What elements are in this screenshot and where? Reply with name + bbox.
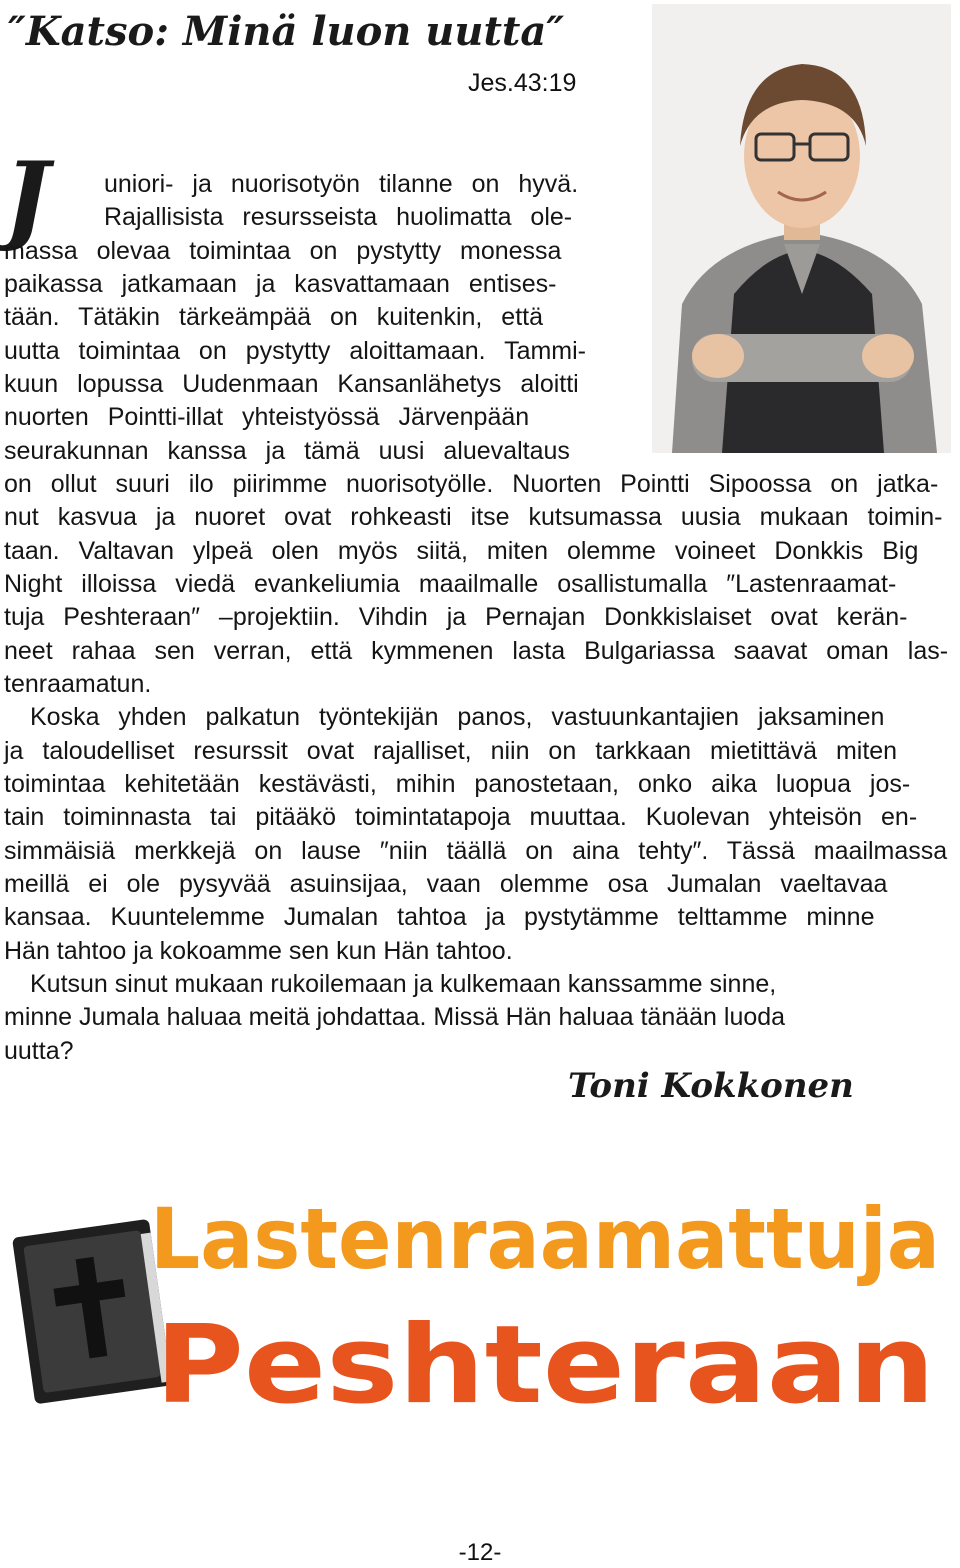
body-line: meillä ei ole pysyvää asuinsijaa, vaan olemme osa Jumalan vaeltavaa (4, 870, 888, 898)
page-number: -12- (458, 1539, 502, 1566)
body-line: massa olevaa toimintaa on pystytty monessa (4, 237, 562, 265)
lastenraamattuja-peshteraan-logo (0, 1180, 960, 1430)
article-title: ″Katso: Minä luon uutta″ (8, 8, 565, 55)
body-line: tain toiminnasta tai pitääkö toimintatapoja muuttaa. Kuolevan yhteisön en- (4, 803, 918, 831)
body-line: tuja Peshteraan″ –projektiin. Vihdin ja Pernajan Donkkislaiset ovat kerän- (4, 603, 908, 631)
body-line: simmäisiä merkkejä on lause ″niin täällä on aina tehty″. Tässä maailmassa (4, 837, 948, 865)
bible-icon (12, 1219, 172, 1405)
logo-line-1: Lastenraamattuja (150, 1190, 940, 1288)
body-line: Night illoissa viedä evankeliumia maailmalle osallistumalla ″Lastenraamat- (4, 570, 897, 598)
body-line: uniori- ja nuorisotyön tilanne on hyvä. (104, 170, 579, 198)
author-portrait (652, 4, 951, 453)
body-line: taan. Valtavan ylpeä olen myös siitä, miten olemme voineet Donkkis Big (4, 537, 919, 565)
body-line: kuun lopussa Uudenmaan Kansanlähetys aloitti (4, 370, 579, 398)
body-line: tään. Tätäkin tärkeämpää on kuitenkin, että (4, 303, 544, 331)
body-line: neet rahaa sen verran, että kymmenen lasta Bulgariassa saavat oman las- (4, 637, 949, 665)
body-line: kansaa. Kuuntelemme Jumalan tahtoa ja pystytämme telttamme minne (4, 903, 875, 931)
body-line: toimintaa kehitetään kestävästi, mihin panostetaan, onko aika luopua jos- (4, 770, 911, 798)
drop-cap: J (4, 141, 50, 254)
body-line: ja taloudelliset resurssit ovat rajalliset, niin on tarkkaan mietittävä miten (4, 737, 898, 765)
body-line: uutta toimintaa on pystytty aloittamaan. Tammi- (4, 337, 586, 365)
body-line: seurakunnan kanssa ja tämä uusi aluevaltaus (4, 437, 570, 465)
body-line: Koska yhden palkatun työntekijän panos, vastuunkantajien jaksaminen (30, 703, 885, 731)
body-line: paikassa jatkamaan ja kasvattamaan entises- (4, 270, 557, 298)
body-line: Hän tahtoo ja kokoamme sen kun Hän tahtoo. (4, 937, 513, 965)
body-line: nuorten Pointti-illat yhteistyössä Järvenpään (4, 403, 530, 431)
body-line: Rajallisista resursseista huolimatta ole- (104, 203, 573, 231)
logo-line-2: Peshteraan (155, 1303, 935, 1428)
body-line: Kutsun sinut mukaan rukoilemaan ja kulkemaan kanssamme sinne, (30, 970, 777, 998)
body-line: nut kasvua ja nuoret ovat rohkeasti itse kutsumassa uusia mukaan toimin- (4, 503, 943, 531)
bible-reference: Jes.43:19 (468, 69, 577, 97)
signature: Toni Kokkonen (568, 1066, 854, 1106)
body-line: tenraamatun. (4, 670, 152, 698)
body-line: uutta? (4, 1037, 74, 1065)
body-line: on ollut suuri ilo piirimme nuorisotyölle. Nuorten Pointti Sipoossa on jatka- (4, 470, 939, 498)
body-line: minne Jumala haluaa meitä johdattaa. Missä Hän haluaa tänään luoda (4, 1003, 786, 1031)
